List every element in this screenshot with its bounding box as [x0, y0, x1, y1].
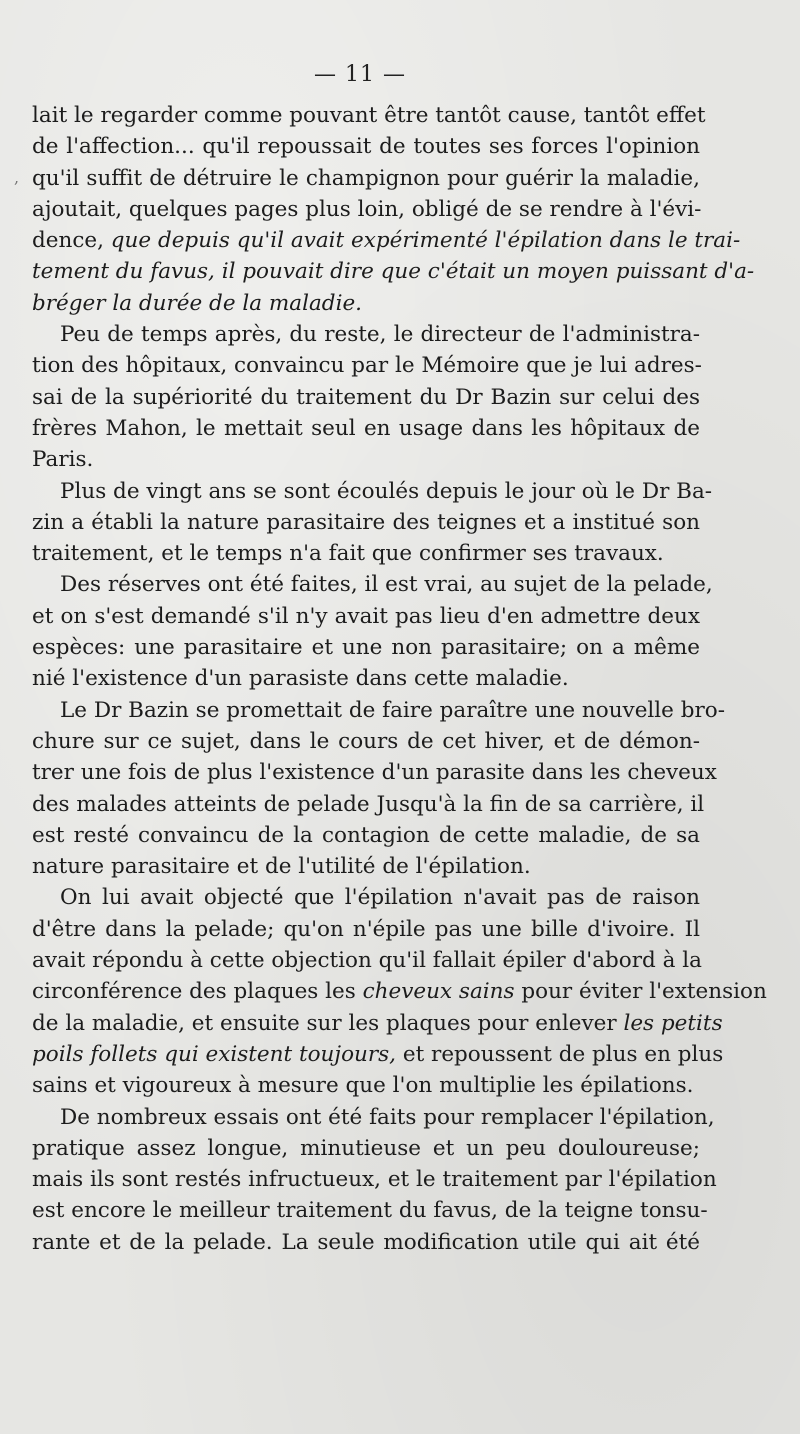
line-text: On lui avait objecté que l'épilation n'avait pas de raison — [60, 885, 700, 911]
text-line — [32, 601, 700, 632]
line-text: pratique assez longue, minutieuse et un peu douloureuse; — [32, 1135, 700, 1161]
text-line — [32, 1102, 715, 1133]
italic-text: tement du favus, il pouvait dire que c'était un moyen puissant d'a- — [32, 259, 755, 285]
text-line — [32, 100, 706, 131]
margin-mark: , — [14, 168, 20, 187]
line-text: zin a établi la nature parasitaire des teignes et a institué son — [32, 509, 700, 535]
line-text: mais ils sont restés infructueux, et le traitement par l'épilation — [32, 1167, 717, 1193]
text-line — [32, 288, 700, 319]
text-line — [32, 757, 717, 788]
line-text: Des réserves ont été faites, il est vrai, au sujet de la pelade, — [60, 572, 713, 598]
line-text: chure sur ce sujet, dans le cours de cet hiver, et de démon- — [32, 728, 700, 754]
text-line — [32, 914, 700, 945]
text-line — [32, 1039, 724, 1070]
italic-text: bréger la durée de la maladie. — [32, 290, 363, 316]
line-text: est encore le meilleur traitement du favus, de la teigne tonsu- — [32, 1198, 708, 1224]
text-line — [32, 695, 725, 726]
italic-text: cheveux sains — [362, 979, 515, 1005]
line-text: circonférence des plaques les — [32, 979, 363, 1005]
line-text: sains et vigoureux à mesure que l'on multiplie les épilations. — [32, 1073, 694, 1099]
line-text: avait répondu à cette objection qu'il fallait épiler d'abord à la — [32, 948, 702, 974]
line-text: frères Mahon, le mettait seul en usage dans les hôpitaux de — [32, 415, 700, 441]
text-line — [32, 1227, 700, 1258]
line-text: trer une fois de plus l'existence d'un parasite dans les cheveux — [32, 760, 717, 786]
line-text: de la maladie, et ensuite sur les plaques pour enlever — [32, 1010, 624, 1036]
line-text: rante et de la pelade. La seule modification utile qui ait été — [32, 1229, 700, 1255]
line-text: d'être dans la pelade; qu'on n'épile pas une bille d'ivoire. Il — [32, 916, 700, 942]
line-text: et repoussent de plus en plus — [396, 1041, 724, 1067]
text-line — [32, 945, 700, 976]
text-line — [32, 538, 700, 569]
line-text: ajoutait, quelques pages plus loin, obligé de se rendre à l'évi- — [32, 196, 702, 222]
text-line — [32, 569, 713, 600]
text-line — [32, 225, 741, 256]
line-text: Le Dr Bazin se promettait de faire paraître une nouvelle bro- — [60, 697, 725, 723]
line-text: est resté convaincu de la contagion de cette maladie, de sa — [32, 822, 700, 848]
italic-text: poils follets qui existent toujours, — [32, 1041, 397, 1067]
line-text: espèces: une parasitaire et une non parasitaire; on a même — [32, 635, 700, 661]
line-text: Paris. — [32, 447, 94, 473]
line-text: sai de la supériorité du traitement du Dr Bazin sur celui des — [32, 384, 700, 410]
text-line — [32, 663, 700, 694]
page-number: — 11 — — [314, 62, 406, 87]
text-line — [32, 476, 713, 507]
text-line — [32, 319, 700, 350]
text-line — [32, 1195, 708, 1226]
text-line — [32, 789, 705, 820]
text-line — [32, 820, 700, 851]
italic-text: que depuis qu'il avait expérimenté l'épilation dans le trai- — [110, 228, 741, 254]
text-line — [32, 726, 700, 757]
italic-text: les petits — [623, 1010, 723, 1036]
line-text: dence, — [32, 228, 111, 254]
text-line — [32, 444, 700, 475]
text-line — [32, 163, 700, 194]
line-text: Peu de temps après, du reste, le directeur de l'administra- — [60, 322, 700, 348]
line-text: et on s'est demandé s'il n'y avait pas lieu d'en admettre deux — [32, 603, 700, 629]
line-text: De nombreux essais ont été faits pour remplacer l'épilation, — [60, 1104, 715, 1130]
text-line — [32, 350, 700, 381]
text-line — [32, 632, 700, 663]
line-text: de l'affection... qu'il repoussait de toutes ses forces l'opinion — [32, 134, 700, 160]
text-line — [32, 1133, 700, 1164]
text-line — [32, 382, 700, 413]
line-text: tion des hôpitaux, convaincu par le Mémoire que je lui adres- — [32, 353, 702, 379]
line-text: nié l'existence d'un parasiste dans cette maladie. — [32, 666, 569, 692]
text-line — [32, 851, 700, 882]
line-text: qu'il suffit de détruire le champignon pour guérir la maladie, — [32, 165, 700, 191]
text-line — [32, 507, 700, 538]
text-line — [32, 413, 700, 444]
line-text: lait le regarder comme pouvant être tantôt cause, tantôt effet — [32, 103, 706, 128]
line-text: nature parasitaire et de l'utilité de l'épilation. — [32, 854, 531, 880]
text-line — [32, 882, 700, 913]
text-line — [32, 1008, 723, 1039]
line-text: pour éviter l'extension — [514, 979, 767, 1005]
body-text — [32, 100, 767, 1258]
line-text: traitement, et le temps n'a fait que confirmer ses travaux. — [32, 541, 664, 567]
text-line — [32, 194, 700, 225]
line-text: Plus de vingt ans se sont écoulés depuis le jour où le Dr Ba- — [60, 478, 713, 504]
text-line — [32, 1070, 700, 1101]
text-line — [32, 1164, 717, 1195]
text-line — [32, 256, 755, 287]
text-line — [32, 976, 767, 1007]
line-text: des malades atteints de pelade Jusqu'à la fin de sa carrière, il — [32, 791, 705, 817]
text-line — [32, 131, 700, 162]
